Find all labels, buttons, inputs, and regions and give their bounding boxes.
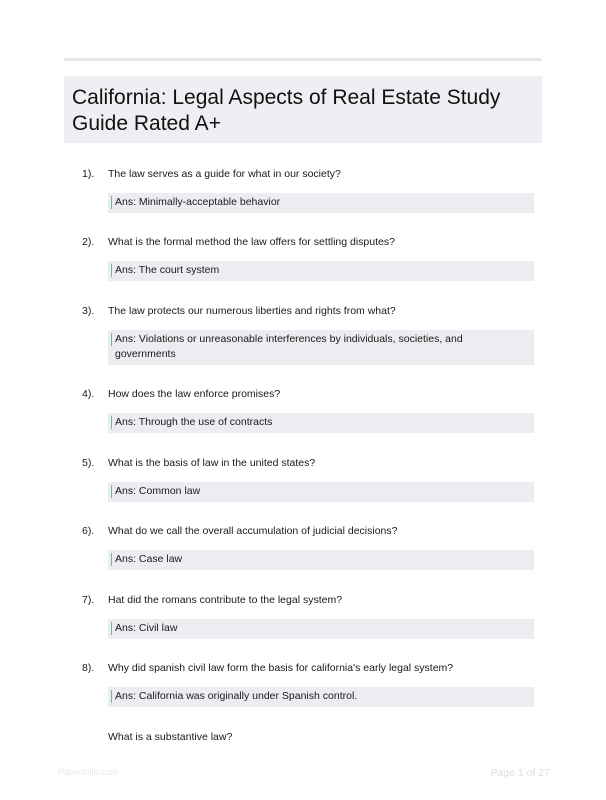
question-number: 4). xyxy=(82,388,95,400)
document-title: California: Legal Aspects of Real Estate Study Guide Rated A+ xyxy=(72,86,501,135)
answer-text: Ans: The court system xyxy=(115,264,220,276)
answer-box xyxy=(108,193,534,213)
question-text: What do we call the overall accumulation of judicial decisions? xyxy=(108,525,398,537)
question-number: 5). xyxy=(82,457,95,469)
question-text: The law protects our numerous liberties and rights from what? xyxy=(108,305,396,317)
question-number: 2). xyxy=(82,236,95,248)
answer-text: Ans: Violations or unreasonable interferences by individuals, societies, and governments xyxy=(115,333,463,360)
answer-accent-bar xyxy=(111,333,112,346)
footer-watermark: Paperfolio.com xyxy=(58,767,119,777)
question-text: What is the formal method the law offers for settling disputes? xyxy=(108,236,395,248)
answer-accent-bar xyxy=(111,553,112,566)
question-number: 7). xyxy=(82,594,95,606)
question-text: What is the basis of law in the united states? xyxy=(108,457,316,469)
answer-box xyxy=(108,550,534,570)
answer-accent-bar xyxy=(111,196,112,209)
answer-box xyxy=(108,687,534,707)
answer-box xyxy=(108,330,534,365)
top-divider xyxy=(64,58,542,61)
page-number: Page 1 of 27 xyxy=(490,767,550,779)
answer-accent-bar xyxy=(111,416,112,429)
answer-box xyxy=(108,261,534,281)
question-text: How does the law enforce promises? xyxy=(108,388,281,400)
answer-text: Ans: Case law xyxy=(115,553,183,565)
answer-box xyxy=(108,413,534,433)
answer-text: Ans: Common law xyxy=(115,485,201,497)
question-number: 1). xyxy=(82,168,95,180)
answer-box xyxy=(108,619,534,639)
answer-accent-bar xyxy=(111,264,112,277)
answer-accent-bar xyxy=(111,622,112,635)
question-number: 6). xyxy=(82,525,95,537)
answer-text: Ans: Through the use of contracts xyxy=(115,416,273,428)
question-number: 8). xyxy=(82,662,95,674)
answer-box xyxy=(108,482,534,502)
question-number: 3). xyxy=(82,305,95,317)
title-banner xyxy=(64,76,542,143)
answer-accent-bar xyxy=(111,485,112,498)
answer-text: Ans: Minimally-acceptable behavior xyxy=(115,196,281,208)
answer-text: Ans: Civil law xyxy=(115,622,178,634)
question-text: Why did spanish civil law form the basis for california's early legal system? xyxy=(108,662,454,674)
answer-accent-bar xyxy=(111,690,112,703)
question-text: The law serves as a guide for what in our society? xyxy=(108,168,341,180)
question-text: Hat did the romans contribute to the legal system? xyxy=(108,594,343,606)
question-text: What is a substantive law? xyxy=(108,731,233,743)
answer-text: Ans: California was originally under Spanish control. xyxy=(115,690,358,702)
